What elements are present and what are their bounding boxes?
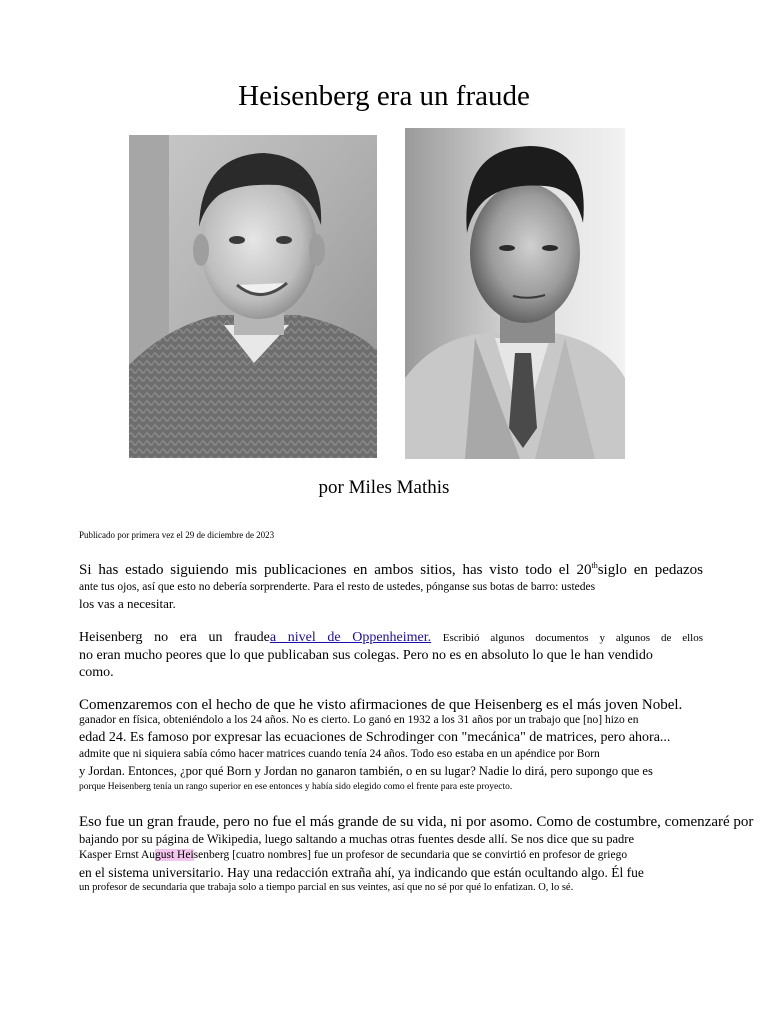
- p4-line-5: un profesor de secundaria que trabaja solo a tiempo parcial en sus veintes, así que no sé por qué lo enfatizan. O, lo sé.: [79, 882, 574, 893]
- oppenheimer-link[interactable]: a nivel de Oppenheimer.: [269, 630, 432, 645]
- p4-line-1: Eso fue un gran fraude, pero no fue el más grande de su vida, ni por asomo. Como de costumbre, comenzaré por: [79, 814, 754, 830]
- p3-line-2: ganador en física, obteniéndolo a los 24 años. No es cierto. Lo ganó en 1932 a los 31 años por un trabajo que [no] hizo en: [79, 714, 639, 726]
- p3-line-5: y Jordan. Entonces, ¿por qué Born y Jordan no ganaron también, o en su lugar? Nadie lo dirá, pero supongo que es: [79, 764, 653, 778]
- p3-line-6: porque Heisenberg tenía un rango superior en ese entonces y había sido elegido como el frente para este proyecto.: [79, 782, 513, 792]
- p3-line-4: admite que ni siquiera sabía cómo hacer matrices cuando tenía 24 años. Todo eso estaba en un apéndice por Born: [79, 748, 600, 760]
- p4-line-2: bajando por su página de Wikipedia, luego saltando a muchas otras fuentes desde allí. Se nos dice que su padre: [79, 832, 635, 846]
- p1-line-2: ante tus ojos, así que esto no debería sorprenderte. Para el resto de ustedes, pónganse sus botas de barro: ustedes: [79, 581, 596, 593]
- p4-line-3: Kasper Ernst August Heisenberg [cuatro nombres] fue un profesor de secundaria que se convirtió en profesor de griego: [79, 849, 628, 861]
- p2-line-1: Heisenberg no era un fraudea nivel de Oppenheimer. Escribió algunos documentos y algunos de ellos: [79, 630, 704, 645]
- publication-date: Publicado por primera vez el 29 de diciembre de 2023: [79, 530, 275, 540]
- p2-line-3: como.: [79, 665, 114, 680]
- p3-line-3: edad 24. Es famoso por expresar las ecuaciones de Schrodinger con "mecánica" de matrices, pero ahora...: [79, 730, 671, 745]
- p3-line-1: Comenzaremos con el hecho de que he visto afirmaciones de que Heisenberg es el más joven Nobel.: [79, 697, 683, 713]
- author-byline: por Miles Mathis: [318, 477, 450, 498]
- portrait-photo-young: [129, 135, 377, 458]
- p1-line-3: los vas a necesitar.: [79, 596, 176, 611]
- p2-line-2: no eran mucho peores que lo que publicaban sus colegas. Pero no es en absoluto lo que le han vendido: [79, 648, 653, 663]
- text-highlight: gust Hei: [155, 849, 194, 861]
- p1-line-1: Si has estado siguiendo mis publicaciones en ambos sitios, has visto todo el 20thsiglo en pedazos: [79, 561, 703, 578]
- p4-line-4: en el sistema universitario. Hay una redacción extraña ahí, ya indicando que están ocultando algo. Él fue: [79, 865, 644, 880]
- portrait-photo-older: [405, 128, 625, 459]
- page-title: Heisenberg era un fraude: [238, 80, 530, 112]
